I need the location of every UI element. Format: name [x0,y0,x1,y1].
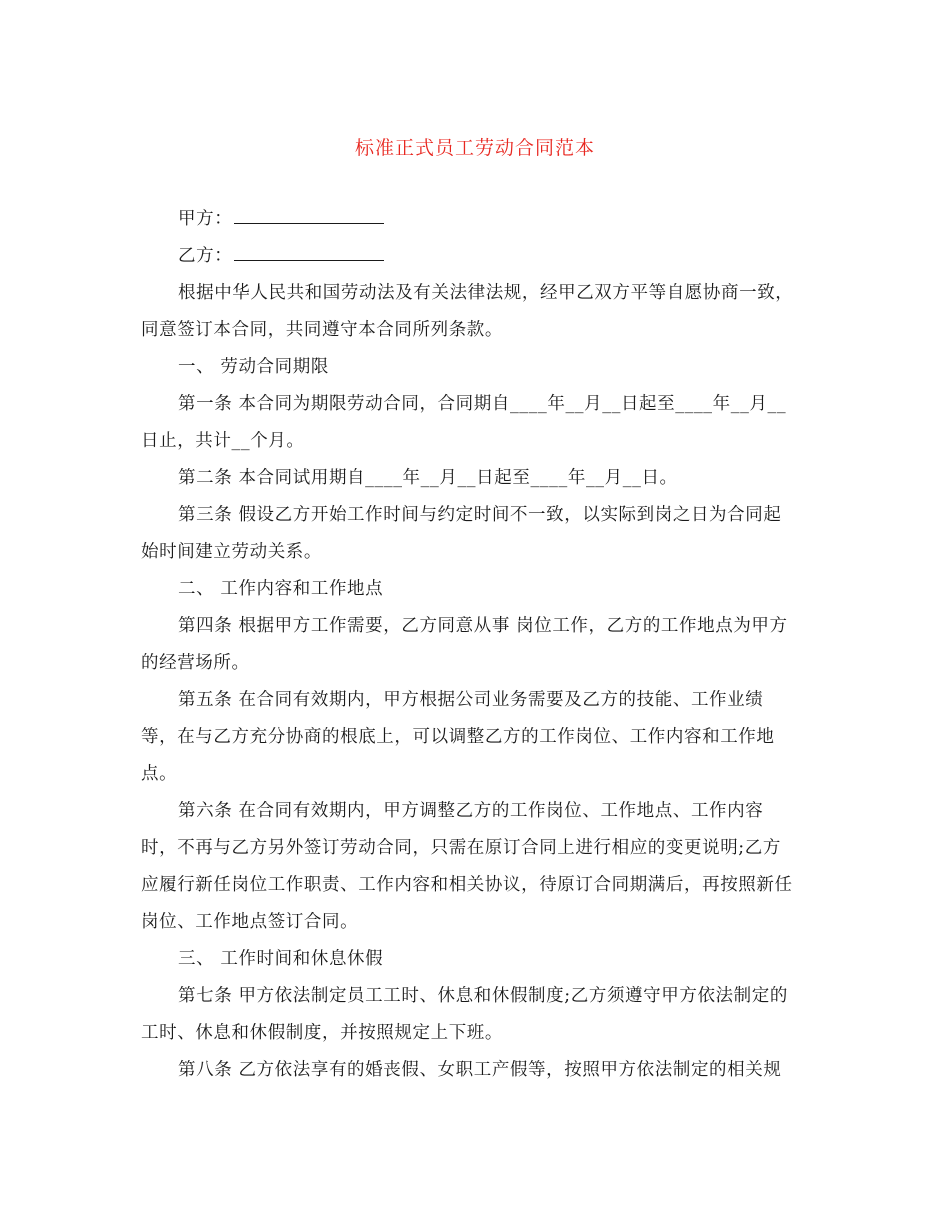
paragraph-line: 日止，共计__个月。 [141,431,305,451]
paragraph-line: 点。 [141,764,178,784]
paragraph-line: 第五条 在合同有效期内，甲方根据公司业务需要及乙方的技能、工作业绩 [178,690,764,710]
document-body [141,201,811,1089]
paragraph-line: 根据中华人民共和国劳动法及有关法律法规，经甲乙双方平等自愿协商一致， [178,283,794,303]
section-heading: 二、 工作内容和工作地点 [178,579,384,599]
document-title: 标准正式员工劳动合同范本 [354,137,595,159]
paragraph-line: 应履行新任岗位工作职责、工作内容和相关协议，待原订合同期满后，再按照新任 [141,875,793,895]
paragraph-line: 第三条 假设乙方开始工作时间与约定时间不一致，以实际到岗之日为合同起 [178,505,782,525]
paragraph-line: 第八条 乙方依法享有的婚丧假、女职工产假等，按照甲方依法制定的相关规 [178,1060,782,1080]
party-a-line [141,201,811,238]
party-b-label: 乙方： [178,246,233,266]
paragraph-line: 时，不再与乙方另外签订劳动合同，只需在原订合同上进行相应的变更说明;乙方 [141,838,781,858]
paragraph-line: 第七条 甲方依法制定员工工时、休息和休假制度;乙方须遵守甲方依法制定的 [178,986,788,1006]
party-a-blank [234,206,384,224]
section-heading: 一、 劳动合同期限 [178,357,329,377]
paragraph-line: 等，在与乙方充分协商的根底上，可以调整乙方的工作岗位、工作内容和工作地 [141,727,775,747]
paragraph-line: 第六条 在合同有效期内，甲方调整乙方的工作岗位、工作地点、工作内容 [178,801,764,821]
paragraph-line: 始时间建立劳动关系。 [141,542,322,562]
paragraph-line: 第四条 根据甲方工作需要，乙方同意从事 岗位工作，乙方的工作地点为甲方 [178,616,788,636]
paragraph-line: 的经营场所。 [141,653,250,673]
paragraph-line: 岗位、工作地点签订合同。 [141,912,359,932]
section-heading: 三、 工作时间和休息休假 [178,949,384,969]
paragraph-line: 同意签订本合同，共同遵守本合同所列条款。 [141,320,503,340]
party-b-line [141,238,811,275]
paragraph-line: 工时、休息和休假制度，并按照规定上下班。 [141,1023,503,1043]
party-a-label: 甲方： [178,209,233,229]
paragraph-line: 第一条 本合同为期限劳动合同，合同期自____年__月__日起至____年__月__ [178,394,787,414]
paragraph-line: 第二条 本合同试用期自____年__月__日起至____年__月__日。 [178,468,678,488]
party-b-blank [234,243,384,261]
